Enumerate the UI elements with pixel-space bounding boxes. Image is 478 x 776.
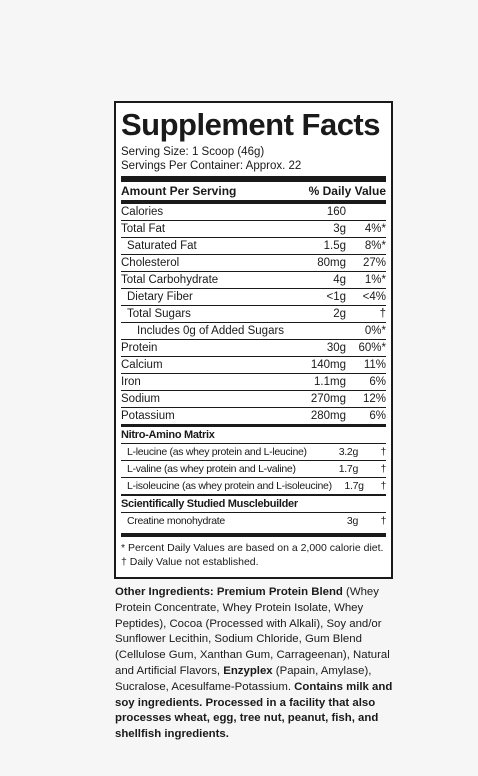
- ingredients-label: Other Ingredients:: [115, 586, 217, 598]
- nutrient-amount: 1.5g: [323, 240, 346, 252]
- ingredients-text-2: (Papain, Amylase), Sucralose, Acesulfame-Potassium.: [115, 664, 372, 693]
- other-ingredients: [115, 585, 395, 743]
- nutrient-amount: 4g: [333, 274, 346, 286]
- nutrient-name: Potassium: [121, 410, 175, 422]
- blend2-list: [121, 512, 386, 529]
- nutrient-row: [121, 204, 386, 220]
- nutrient-amount: 30g: [326, 342, 346, 354]
- nutrient-name: Total Carbohydrate: [121, 274, 219, 286]
- nutrient-name: Includes 0g of Added Sugars: [137, 325, 285, 337]
- nutrient-daily-value: 11%: [363, 359, 386, 371]
- nutrient-row: [121, 356, 386, 373]
- ingredient-name: Creatine monohydrate: [127, 515, 225, 527]
- panel-title: Supplement Facts: [121, 107, 380, 142]
- nutrient-row: [121, 220, 386, 237]
- ingredient-daily-value: †: [380, 463, 386, 475]
- nutrient-amount: <1g: [326, 291, 346, 303]
- nutrient-amount: 280mg: [310, 410, 346, 422]
- servings-per-container: Servings Per Container: Approx. 22: [121, 160, 302, 172]
- nutrient-daily-value: 1%*: [364, 274, 386, 286]
- ingredient-name: L-valine (as whey protein and L-valine): [127, 463, 296, 475]
- ingredient-daily-value: †: [380, 515, 386, 527]
- nutrient-daily-value: 6%: [369, 410, 386, 422]
- footnotes: [121, 537, 386, 569]
- nutrient-amount: 1.1mg: [314, 376, 346, 388]
- nutrient-daily-value: 4%*: [364, 223, 386, 235]
- blend-ingredient-row: [121, 460, 386, 477]
- nutrient-amount: 80mg: [317, 257, 346, 269]
- nutrient-name: Total Sugars: [127, 308, 191, 320]
- nutrient-row: [121, 407, 386, 424]
- nutrient-daily-value: 0%*: [364, 325, 386, 337]
- nutrient-name: Calcium: [121, 359, 163, 371]
- nutrient-list: [121, 204, 386, 424]
- protein-blend-name: Premium Protein Blend: [216, 586, 343, 598]
- nutrient-row: [121, 288, 386, 305]
- blend1-list: [121, 443, 386, 494]
- daily-value-header: % Daily Value: [308, 184, 386, 198]
- nutrient-daily-value: 6%: [369, 376, 386, 388]
- ingredient-name: L-isoleucine (as whey protein and L-isoleucine): [127, 480, 332, 492]
- nutrient-row: [121, 237, 386, 254]
- blend2-section: [121, 494, 386, 512]
- nutrient-amount: 3g: [333, 223, 346, 235]
- ingredient-daily-value: †: [380, 480, 386, 492]
- nutrient-name: Protein: [121, 342, 158, 354]
- ingredient-name: L-leucine (as whey protein and L-leucine): [127, 446, 307, 458]
- ingredient-amount: 1.7g: [344, 480, 364, 492]
- nutrient-daily-value: <4%: [362, 291, 386, 303]
- ingredient-amount: 1.7g: [338, 463, 358, 475]
- amount-per-serving-header: Amount Per Serving: [121, 184, 237, 198]
- footnote-dagger: † Daily Value not established.: [121, 556, 259, 568]
- serving-size: Serving Size: 1 Scoop (46g): [121, 146, 265, 158]
- nutrient-daily-value: 8%*: [364, 240, 386, 252]
- nutrient-name: Iron: [121, 376, 141, 388]
- nutrient-row: [121, 390, 386, 407]
- nutrient-daily-value: 60%*: [358, 342, 386, 354]
- ingredient-daily-value: †: [380, 446, 386, 458]
- nutrient-name: Cholesterol: [121, 257, 180, 269]
- column-header: [121, 182, 386, 200]
- blend-ingredient-row: [121, 477, 386, 494]
- nutrient-name: Sodium: [121, 393, 160, 405]
- allergen-statement: Contains milk and soy ingredients. Processed in a facility that also processes wheat, egg, tree nut, peanut, fish, and shellfish ingredients.: [115, 680, 393, 741]
- nutrient-row: [121, 254, 386, 271]
- enzyme-blend-name: Enzyplex: [223, 664, 273, 677]
- nutrient-amount: 2g: [333, 308, 346, 320]
- nutrient-name: Calories: [121, 206, 164, 218]
- nutrient-name: Dietary Fiber: [127, 291, 193, 303]
- nutrient-name: Total Fat: [121, 223, 166, 235]
- ingredient-amount: 3g: [346, 515, 358, 527]
- nutrient-name: Saturated Fat: [127, 240, 197, 252]
- nutrient-row: [121, 339, 386, 356]
- nutrient-row: [121, 373, 386, 390]
- footnote-percent: * Percent Daily Values are based on a 2,000 calorie diet.: [121, 542, 384, 554]
- blend-ingredient-row: [121, 512, 386, 529]
- nutrient-amount: 270mg: [310, 393, 346, 405]
- blend1-section: [121, 424, 386, 443]
- blend2-title: Scientifically Studied Musclebuilder: [121, 498, 298, 510]
- blend1-title: Nitro-Amino Matrix: [121, 429, 215, 441]
- nutrient-row: [121, 271, 386, 288]
- blend-ingredient-row: [121, 443, 386, 460]
- nutrient-daily-value: †: [379, 308, 386, 320]
- nutrient-amount: 140mg: [310, 359, 346, 371]
- nutrient-daily-value: 12%: [362, 393, 386, 405]
- supplement-facts-panel: [114, 101, 393, 579]
- ingredients-text-1: (Whey Protein Concentrate, Whey Protein Isolate, Whey Peptides), Cocoa (Processed with Alkali), Soy and/or Sunflower Lecithin, Sodium Chloride, Gum Blend (Cellulose Gum, Xanthan Gum, Carrageenan), Natural and Artificial Flavors,: [115, 586, 390, 677]
- nutrient-amount: 160: [326, 206, 346, 218]
- nutrient-row: [121, 322, 386, 339]
- nutrient-row: [121, 305, 386, 322]
- ingredient-amount: 3.2g: [338, 446, 358, 458]
- nutrient-daily-value: 27%: [362, 257, 386, 269]
